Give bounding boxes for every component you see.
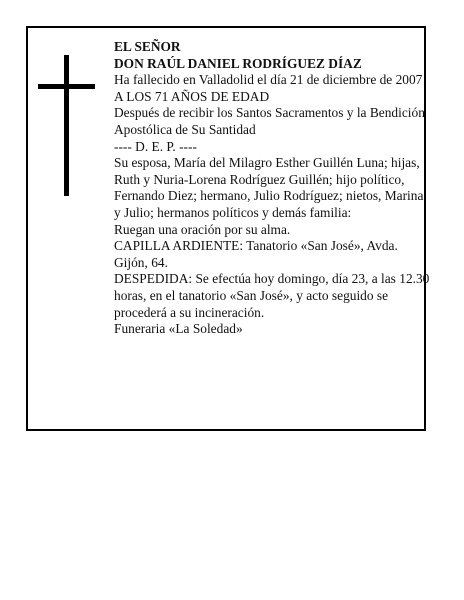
cross-icon xyxy=(64,55,69,196)
age-line: A LOS 71 AÑOS DE EDAD xyxy=(114,88,270,104)
chapel-line: CAPILLA ARDIENTE: Tanatorio «San José», Avda. Gijón, 64. xyxy=(114,238,398,270)
funeral-home-line: Funeraria «La Soledad» xyxy=(114,321,243,337)
dep-line: ---- D. E. P. ---- xyxy=(114,138,197,154)
cross-icon-bar xyxy=(38,84,95,89)
family-list: Su esposa, María del Milagro Esther Guillén Luna; hijas, Ruth y Nuria-Lorena Rodríguez Guillén; hijo político, Fernando Diez; hermano, Julio Rodríguez; nietos, Marina y Julio; hermanos políticos y demás familia: xyxy=(114,155,424,220)
obituary-text xyxy=(114,39,432,338)
farewell-line: DESPEDIDA: Se efectúa hoy domingo, día 23, a las 12.30 horas, en el tanatorio «San José», y acto seguido se procederá a su incineración. xyxy=(114,271,430,320)
obituary-title: EL SEÑOR xyxy=(114,39,181,54)
death-notice: Ha fallecido en Valladolid el día 21 de diciembre de 2007 xyxy=(114,72,423,88)
sacraments-line: Después de recibir los Santos Sacramentos y la Bendición Apostólica de Su Santidad xyxy=(114,105,425,137)
prayer-line: Ruegan una oración por su alma. xyxy=(114,221,291,237)
deceased-name: DON RAÚL DANIEL RODRÍGUEZ DÍAZ xyxy=(114,55,362,71)
